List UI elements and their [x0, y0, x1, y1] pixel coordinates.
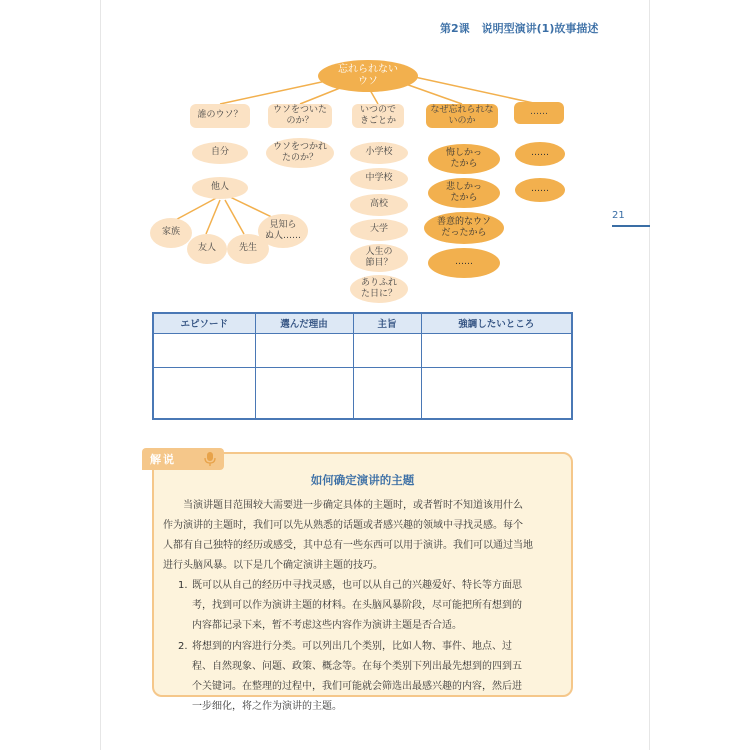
- node-family-label: 家族: [161, 227, 180, 238]
- branch-etc: [514, 102, 564, 124]
- episode-table: [152, 312, 573, 420]
- microphone-icon: [202, 451, 218, 467]
- node-junior-high: [350, 168, 408, 190]
- intro-line: 作为演讲的主题时，我们可以先从熟悉的话题或者感兴趣的领域中寻找灵感。每个: [163, 520, 523, 531]
- node-self: [192, 142, 248, 164]
- tip-line: 个关键词。在整理的过程中，我们可能就会筛选出最感兴趣的内容，然后进: [192, 681, 522, 692]
- lesson-number: 第2课: [440, 22, 470, 35]
- node-sad-label: 悲しかっ たから: [445, 181, 482, 203]
- node-frustrated-label: 悔しかっ たから: [445, 147, 482, 169]
- tip-number: 1.: [178, 580, 188, 591]
- explanation-tab-label: 解说: [150, 453, 176, 466]
- mindmap-root: [318, 60, 418, 92]
- node-high-school-label: 高校: [369, 199, 388, 210]
- table-header-row: [153, 313, 572, 333]
- col-theme: 主旨: [353, 313, 421, 333]
- tip-line: 既可以从自己的经历中寻找灵感，也可以从自己的兴趣爱好、特长等方面思: [192, 580, 522, 591]
- explanation-title: 如何确定演讲的主题: [310, 473, 415, 487]
- node-stranger-label: 見知ら ぬ人……: [264, 219, 301, 241]
- node-frustrated: [428, 144, 500, 174]
- node-etc-2-label: ……: [531, 184, 549, 195]
- tip-item-2: [178, 637, 563, 717]
- table-cell[interactable]: [255, 333, 353, 367]
- branch-why: [426, 104, 498, 128]
- lesson-title: 说明型演讲(1)故事描述: [481, 22, 599, 35]
- col-episode: エピソード: [153, 313, 255, 333]
- node-university: [350, 219, 408, 241]
- node-was-lied: [266, 138, 334, 168]
- node-others-label: 他人: [210, 182, 229, 193]
- table-cell[interactable]: [421, 367, 572, 419]
- col-emphasis: 強調したいところ: [421, 313, 572, 333]
- table-cell[interactable]: [421, 333, 572, 367]
- node-milestone-label: 人生の 節目？: [365, 246, 393, 268]
- node-sad: [428, 178, 500, 208]
- mindmap-root-label: 忘れられない ウソ: [338, 63, 398, 87]
- node-was-lied-label: ウソをつかれ たのか？: [272, 141, 327, 163]
- intro-line: 当演讲题目范围较大需要进一步确定具体的主题时，或者暂时不知道该用什么: [183, 500, 523, 511]
- node-kind-lie-label: 善意的なウソ だったから: [436, 216, 491, 238]
- node-why-etc: [428, 248, 500, 278]
- tip-line: 将想到的内容进行分类。可以列出几个类别，比如人物、事件、地点、过: [192, 641, 512, 652]
- node-stranger: [258, 214, 308, 248]
- tip-number: 2.: [178, 641, 188, 652]
- node-why-etc-label: ……: [455, 257, 473, 268]
- tip-item-1: [178, 576, 563, 636]
- intro-line: 人都有自己独特的经历或感受，其中总有一些东西可以用于演讲。我们可以通过当地: [163, 540, 533, 551]
- node-ordinary-day-label: ありふれ た日に？: [360, 277, 397, 299]
- node-friend-label: 友人: [197, 243, 216, 254]
- branch-when: [352, 104, 404, 128]
- table-row: [153, 367, 572, 419]
- table-cell[interactable]: [153, 333, 255, 367]
- table-cell[interactable]: [153, 367, 255, 419]
- tip-line: 内容都记录下来，暂不考虑这些内容作为演讲主题是否合适。: [192, 620, 462, 631]
- node-kind-lie: [424, 212, 504, 244]
- branch-lied-label: ウソをついた のか？: [272, 104, 327, 126]
- table-cell[interactable]: [353, 367, 421, 419]
- table-cell[interactable]: [255, 367, 353, 419]
- node-teacher-label: 先生: [238, 243, 257, 254]
- node-junior-high-label: 中学校: [365, 173, 393, 184]
- intro-paragraph: [163, 496, 563, 576]
- node-others: [192, 177, 248, 199]
- branch-why-label: なぜ忘れられな いのか: [430, 104, 494, 126]
- node-family: [150, 218, 192, 248]
- node-ordinary-day: [350, 275, 408, 303]
- node-friend: [187, 234, 227, 264]
- node-self-label: 自分: [210, 147, 229, 158]
- node-elementary-label: 小学校: [365, 147, 393, 158]
- node-etc-1-label: ……: [531, 148, 549, 159]
- page-number: 21: [612, 210, 625, 221]
- node-milestone: [350, 244, 408, 272]
- node-etc-1: [515, 142, 565, 166]
- node-high-school: [350, 194, 408, 216]
- intro-line: 进行头脑风暴。以下是几个确定演讲主题的技巧。: [163, 560, 383, 571]
- tip-line: 考，找到可以作为演讲主题的材料。在头脑风暴阶段，尽可能把所有想到的: [192, 600, 522, 611]
- col-reason: 選んだ理由: [255, 313, 353, 333]
- branch-who-label: 誰のウソ？: [197, 110, 243, 121]
- branch-when-label: いつので きごとか: [359, 104, 396, 126]
- branch-who: [190, 104, 250, 128]
- branch-lied: [268, 104, 332, 128]
- node-university-label: 大学: [369, 224, 388, 235]
- node-elementary: [350, 142, 408, 164]
- tip-line: 程、自然现象、问题、政策、概念等。在每个类别下列出最先想到的四到五: [192, 661, 522, 672]
- explanation-tab: [142, 448, 224, 470]
- table-cell[interactable]: [353, 333, 421, 367]
- branch-etc-label: ……: [530, 107, 548, 118]
- tip-line: 一步细化，将之作为演讲的主题。: [192, 701, 342, 712]
- table-row: [153, 333, 572, 367]
- node-etc-2: [515, 178, 565, 202]
